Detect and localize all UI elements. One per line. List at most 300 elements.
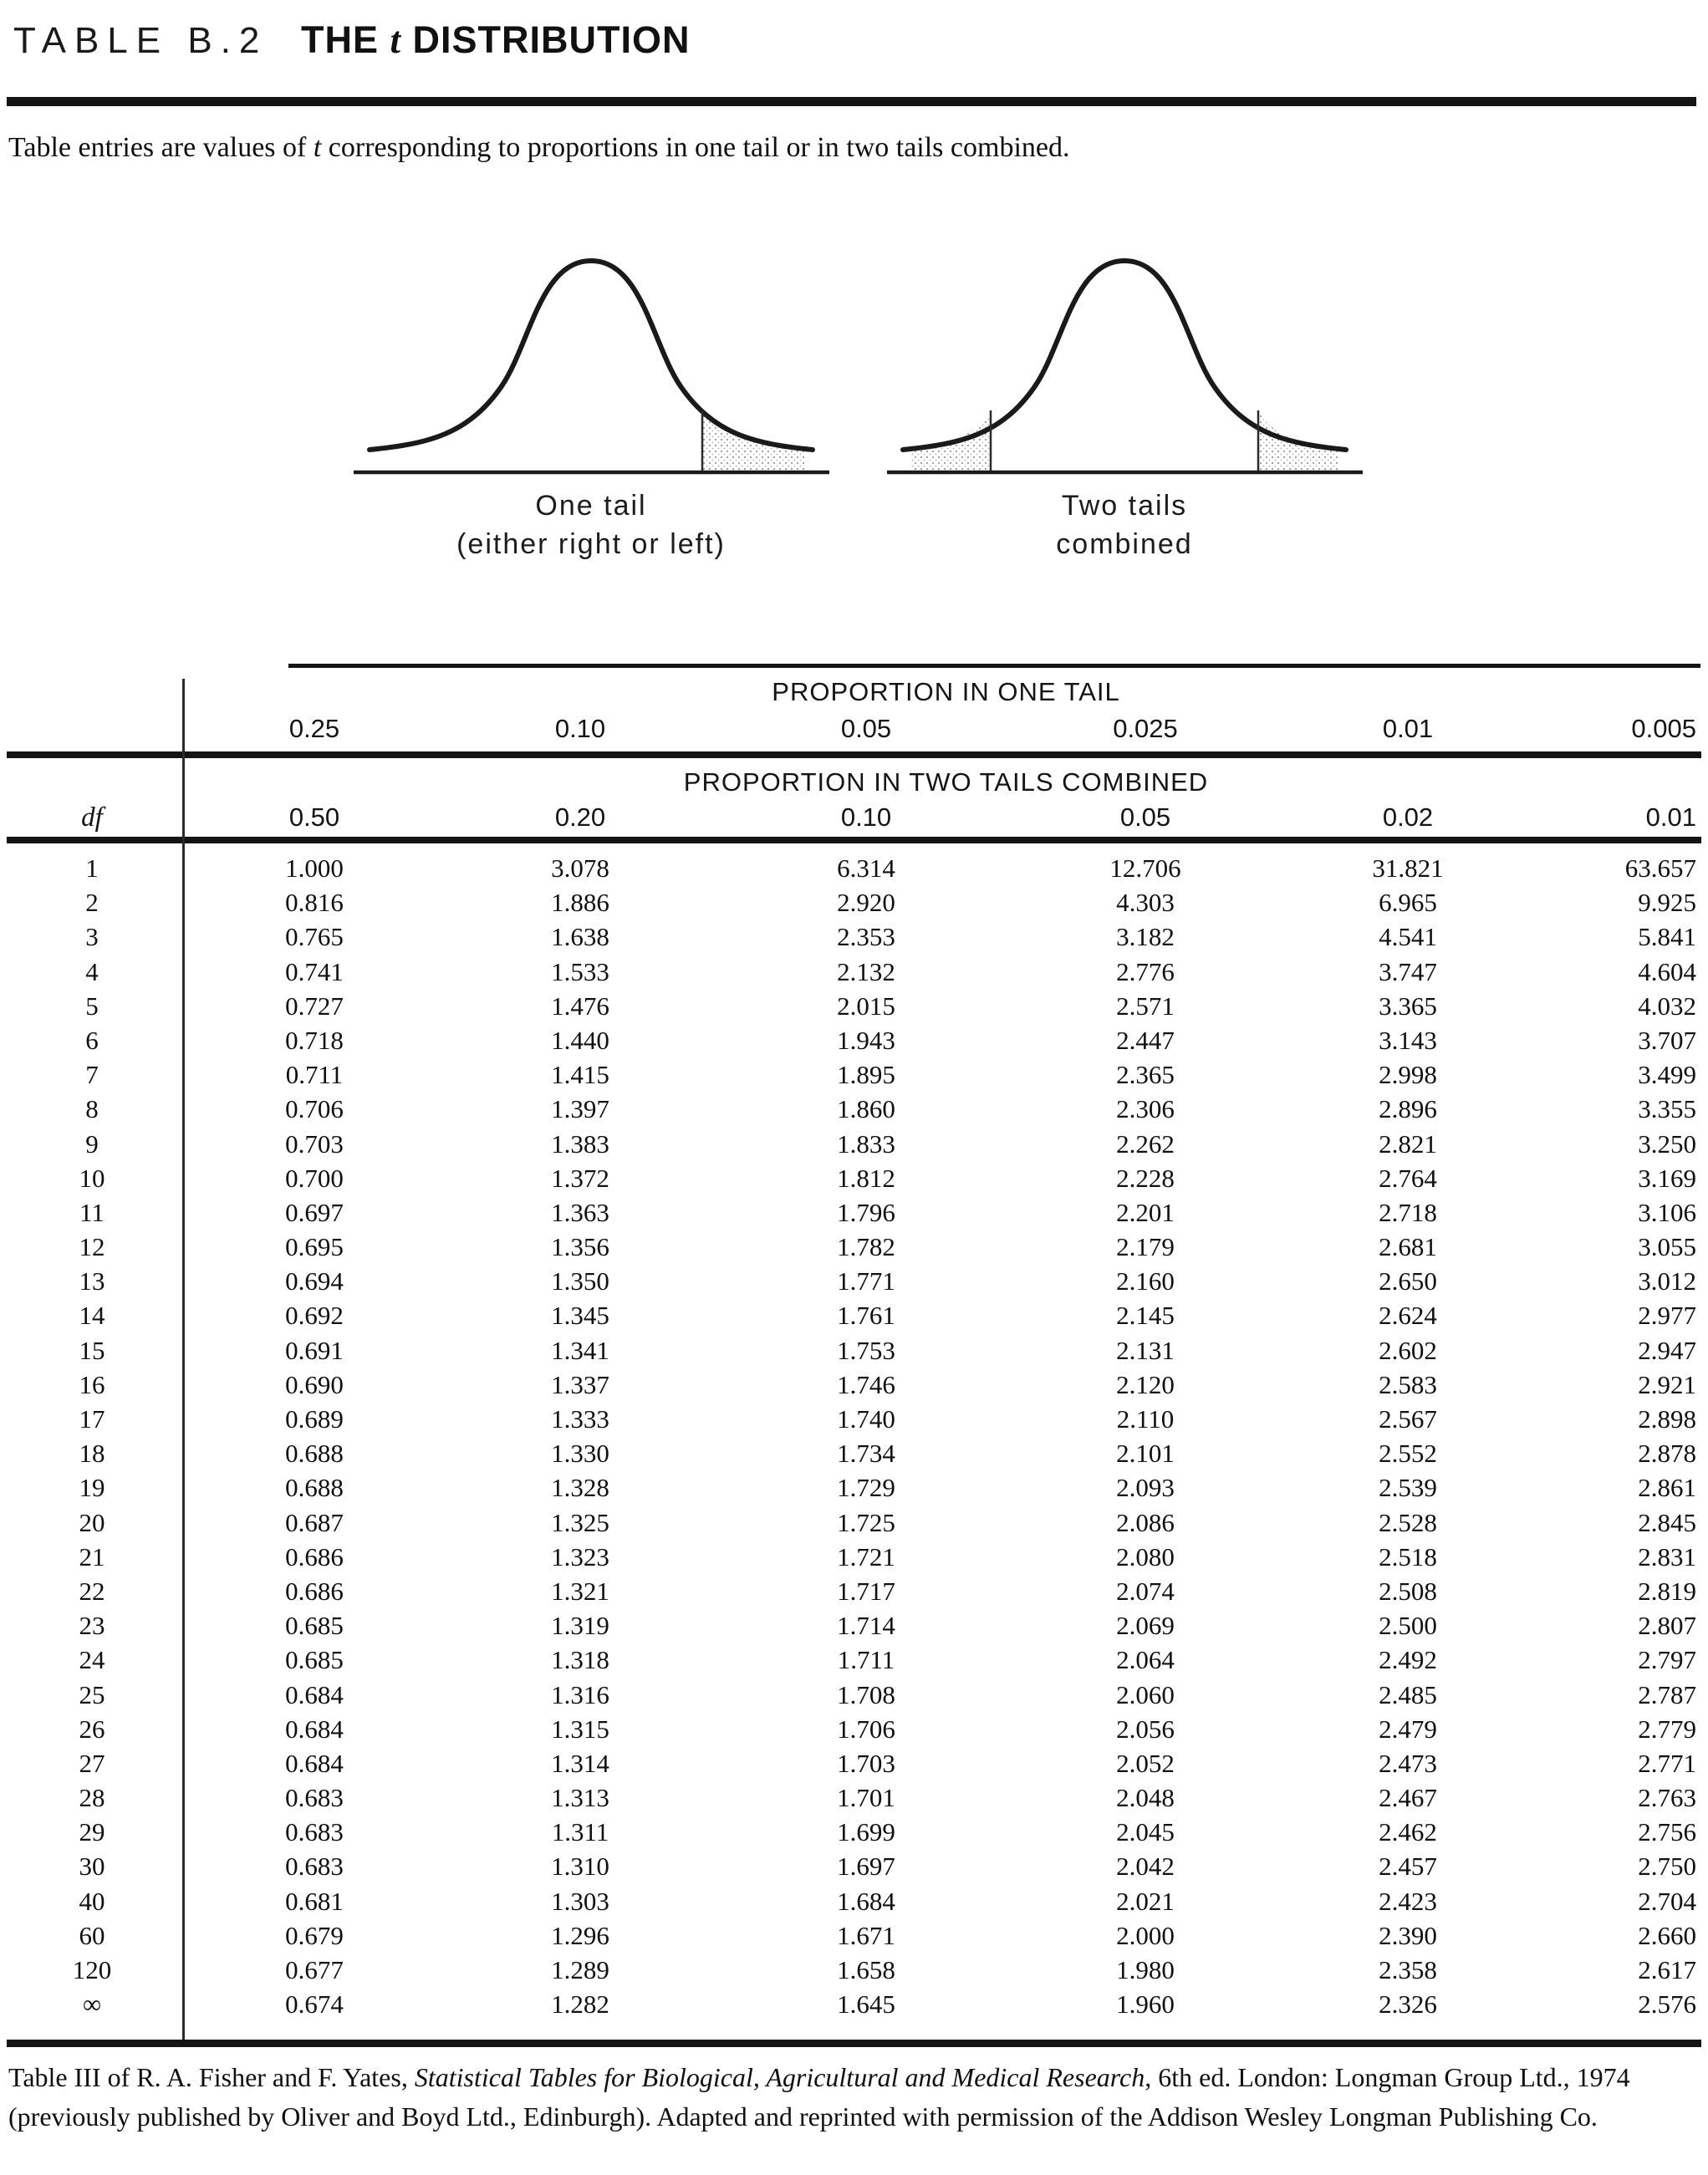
- table-row: [0, 1678, 1708, 1712]
- table-row: [0, 1470, 1708, 1505]
- two-tails-label-line2: combined: [1056, 528, 1193, 560]
- value-cell: 1.318: [551, 1645, 609, 1675]
- value-cell: 1.771: [837, 1266, 895, 1296]
- value-cell: 0.697: [285, 1197, 344, 1227]
- one-tail-values-row: [0, 711, 1708, 747]
- value-cell: 2.771: [1638, 1748, 1696, 1778]
- table-row: [0, 885, 1708, 919]
- value-cell: 2.000: [1116, 1920, 1175, 1950]
- proportion-column-header: 0.25: [288, 714, 340, 743]
- value-cell: 1.703: [837, 1748, 895, 1778]
- df-cell: 5: [85, 991, 99, 1021]
- value-cell: 1.740: [837, 1404, 895, 1434]
- value-cell: 2.921: [1638, 1369, 1696, 1399]
- value-cell: 2.365: [1116, 1060, 1175, 1090]
- value-cell: 2.069: [1116, 1611, 1175, 1641]
- table-row: [0, 1574, 1708, 1608]
- value-cell: 0.686: [285, 1541, 344, 1571]
- table-row: [0, 1540, 1708, 1574]
- table-row: [0, 989, 1708, 1023]
- value-cell: 0.684: [285, 1714, 344, 1744]
- value-cell: 9.925: [1638, 888, 1696, 918]
- value-cell: 31.821: [1372, 853, 1444, 883]
- value-cell: 0.695: [285, 1232, 344, 1262]
- intro-italic-t: t: [313, 132, 322, 163]
- value-cell: 3.169: [1638, 1163, 1696, 1193]
- table-top-rule: [288, 664, 1700, 668]
- value-cell: 2.947: [1638, 1335, 1696, 1365]
- value-cell: 2.358: [1379, 1955, 1437, 1984]
- value-cell: 1.746: [837, 1369, 895, 1399]
- value-cell: 2.056: [1116, 1714, 1175, 1744]
- value-cell: 2.228: [1116, 1163, 1175, 1193]
- df-cell: 21: [79, 1541, 105, 1571]
- value-cell: 3.055: [1638, 1232, 1696, 1262]
- df-cell: 10: [79, 1163, 105, 1193]
- value-cell: 2.390: [1379, 1920, 1437, 1950]
- value-cell: 2.718: [1379, 1197, 1437, 1227]
- page-title-prefix: THE: [301, 18, 390, 61]
- intro-suffix: corresponding to proportions in one tail or in two tails combined.: [321, 132, 1070, 163]
- value-cell: 2.821: [1379, 1128, 1437, 1159]
- value-cell: 2.479: [1379, 1714, 1437, 1744]
- value-cell: 1.697: [837, 1852, 895, 1882]
- value-cell: 1.533: [551, 956, 609, 986]
- df-cell: 8: [85, 1094, 99, 1124]
- value-cell: 2.262: [1116, 1128, 1175, 1159]
- df-cell: 15: [79, 1335, 105, 1365]
- df-cell: ∞: [82, 1989, 102, 2020]
- df-cell: 29: [79, 1817, 105, 1847]
- value-cell: 0.688: [285, 1473, 344, 1503]
- value-cell: 1.337: [551, 1369, 609, 1399]
- value-cell: 1.323: [551, 1541, 609, 1571]
- value-cell: 3.250: [1638, 1128, 1696, 1159]
- value-cell: 3.707: [1638, 1025, 1696, 1055]
- df-cell: 1: [85, 853, 99, 883]
- value-cell: 1.658: [837, 1955, 895, 1984]
- value-cell: 0.681: [285, 1886, 344, 1916]
- df-cell: 17: [79, 1404, 105, 1434]
- df-cell: 9: [85, 1128, 99, 1159]
- value-cell: 2.756: [1638, 1817, 1696, 1847]
- value-cell: 2.602: [1379, 1335, 1437, 1365]
- value-cell: 2.179: [1116, 1232, 1175, 1262]
- value-cell: 2.750: [1638, 1852, 1696, 1882]
- page-title-suffix: DISTRIBUTION: [401, 18, 691, 61]
- df-cell: 18: [79, 1439, 105, 1469]
- value-cell: 1.960: [1116, 1989, 1175, 2020]
- value-cell: 3.182: [1116, 922, 1175, 952]
- value-cell: 0.685: [285, 1645, 344, 1675]
- table-row: [0, 1608, 1708, 1643]
- value-cell: 2.052: [1116, 1748, 1175, 1778]
- table-row: [0, 1298, 1708, 1332]
- value-cell: 3.499: [1638, 1060, 1696, 1090]
- value-cell: 1.645: [837, 1989, 895, 2020]
- table-row: [0, 1643, 1708, 1677]
- table-row: [0, 1505, 1708, 1540]
- value-cell: 2.998: [1379, 1060, 1437, 1090]
- two-tails-header: PROPORTION IN TWO TAILS COMBINED: [683, 767, 1209, 797]
- value-cell: 2.064: [1116, 1645, 1175, 1675]
- table-row: [0, 955, 1708, 989]
- df-cell: 28: [79, 1783, 105, 1813]
- value-cell: 5.841: [1638, 922, 1696, 952]
- value-cell: 0.687: [285, 1507, 344, 1537]
- table-row: [0, 1333, 1708, 1368]
- two-tails-values-row: [0, 799, 1708, 836]
- value-cell: 0.690: [285, 1369, 344, 1399]
- table-row: [0, 919, 1708, 954]
- table-row: [0, 1264, 1708, 1298]
- proportion-column-header: 0.01: [1382, 714, 1434, 743]
- table-row: [0, 1230, 1708, 1264]
- table-description: [8, 130, 1070, 166]
- value-cell: 2.845: [1638, 1507, 1696, 1537]
- value-cell: 1.315: [551, 1714, 609, 1744]
- value-cell: 2.920: [837, 888, 895, 918]
- value-cell: 3.747: [1379, 956, 1437, 986]
- value-cell: 2.353: [837, 922, 895, 952]
- value-cell: 2.571: [1116, 991, 1175, 1021]
- value-cell: 2.467: [1379, 1783, 1437, 1813]
- proportion-column-header: 0.02: [1382, 802, 1434, 832]
- value-cell: 0.816: [285, 888, 344, 918]
- value-cell: 2.500: [1379, 1611, 1437, 1641]
- value-cell: 1.345: [551, 1301, 609, 1331]
- value-cell: 1.725: [837, 1507, 895, 1537]
- value-cell: 1.711: [837, 1645, 895, 1675]
- value-cell: 1.812: [837, 1163, 895, 1193]
- value-cell: 3.365: [1379, 991, 1437, 1021]
- value-cell: 3.143: [1379, 1025, 1437, 1055]
- value-cell: 2.567: [1379, 1404, 1437, 1434]
- value-cell: 0.684: [285, 1679, 344, 1709]
- source-citation: [8, 2058, 1702, 2137]
- value-cell: 1.333: [551, 1404, 609, 1434]
- value-cell: 2.423: [1379, 1886, 1437, 1916]
- value-cell: 2.492: [1379, 1645, 1437, 1675]
- table-row: [0, 1918, 1708, 1953]
- value-cell: 2.080: [1116, 1541, 1175, 1571]
- value-cell: 3.012: [1638, 1266, 1696, 1296]
- value-cell: 1.782: [837, 1232, 895, 1262]
- value-cell: 0.683: [285, 1817, 344, 1847]
- empty-corner-cell: [0, 711, 184, 747]
- table-body: [0, 851, 1708, 2021]
- value-cell: 1.383: [551, 1128, 609, 1159]
- value-cell: 2.132: [837, 956, 895, 986]
- value-cell: 4.541: [1379, 922, 1437, 952]
- df-cell: 23: [79, 1611, 105, 1641]
- value-cell: 2.764: [1379, 1163, 1437, 1193]
- df-cell: 22: [79, 1576, 105, 1606]
- value-cell: 2.110: [1116, 1404, 1175, 1434]
- value-cell: 1.714: [837, 1611, 895, 1641]
- value-cell: 0.677: [285, 1955, 344, 1984]
- value-cell: 0.688: [285, 1439, 344, 1469]
- value-cell: 2.704: [1638, 1886, 1696, 1916]
- value-cell: 2.797: [1638, 1645, 1696, 1675]
- value-cell: 1.350: [551, 1266, 609, 1296]
- value-cell: 4.303: [1116, 888, 1175, 918]
- bell-curve: [903, 261, 1346, 450]
- proportion-column-header: 0.01: [1645, 802, 1696, 832]
- two-tails-label-line1: Two tails: [1061, 490, 1188, 522]
- value-cell: 1.706: [837, 1714, 895, 1744]
- value-cell: 1.314: [551, 1748, 609, 1778]
- value-cell: 2.306: [1116, 1094, 1175, 1124]
- table-row: [0, 1953, 1708, 1987]
- value-cell: 2.583: [1379, 1369, 1437, 1399]
- citation-suffix: , 6th ed. London: Longman Group Ltd., 1974 (previously published by Oliver and Boyd Ltd., Edinburgh). Adapted and reprinted with permission of the Addison Wesley Longman Publishing Co.: [8, 2062, 1630, 2132]
- df-cell: 26: [79, 1714, 105, 1744]
- bell-curve: [370, 261, 813, 450]
- value-cell: 1.476: [551, 991, 609, 1021]
- value-cell: 1.363: [551, 1197, 609, 1227]
- value-cell: 1.684: [837, 1886, 895, 1916]
- df-cell: 2: [85, 888, 99, 918]
- value-cell: 2.060: [1116, 1679, 1175, 1709]
- value-cell: 1.296: [551, 1920, 609, 1950]
- value-cell: 1.000: [285, 853, 344, 883]
- value-cell: 2.660: [1638, 1920, 1696, 1950]
- value-cell: 2.624: [1379, 1301, 1437, 1331]
- value-cell: 0.679: [285, 1920, 344, 1950]
- citation-prefix: Table III of R. A. Fisher and F. Yates,: [8, 2062, 415, 2092]
- value-cell: 0.694: [285, 1266, 344, 1296]
- value-cell: 2.681: [1379, 1232, 1437, 1262]
- value-cell: 3.106: [1638, 1197, 1696, 1227]
- value-cell: 3.355: [1638, 1094, 1696, 1124]
- df-cell: 20: [79, 1507, 105, 1537]
- table-row: [0, 1161, 1708, 1195]
- value-cell: 1.753: [837, 1335, 895, 1365]
- df-cell: 30: [79, 1852, 105, 1882]
- value-cell: 3.078: [551, 853, 609, 883]
- table-number-label: TABLE B.2: [13, 20, 268, 61]
- value-cell: 1.325: [551, 1507, 609, 1537]
- value-cell: 0.718: [285, 1025, 344, 1055]
- df-cell: 6: [85, 1025, 99, 1055]
- value-cell: 2.650: [1379, 1266, 1437, 1296]
- table-row: [0, 851, 1708, 885]
- value-cell: 1.721: [837, 1541, 895, 1571]
- table-row: [0, 1402, 1708, 1436]
- value-cell: 0.685: [285, 1611, 344, 1641]
- df-cell: 24: [79, 1645, 105, 1675]
- value-cell: 0.706: [285, 1094, 344, 1124]
- value-cell: 1.397: [551, 1094, 609, 1124]
- value-cell: 1.303: [551, 1886, 609, 1916]
- df-cell: 13: [79, 1266, 105, 1296]
- proportion-column-header: 0.005: [1631, 714, 1696, 743]
- page-title: [301, 18, 691, 62]
- table-row: [0, 1368, 1708, 1402]
- value-cell: 4.604: [1638, 956, 1696, 986]
- value-cell: 2.807: [1638, 1611, 1696, 1641]
- value-cell: 2.447: [1116, 1025, 1175, 1055]
- one-tail-curve-figure: [351, 251, 832, 481]
- table-row: [0, 1849, 1708, 1883]
- df-cell: 19: [79, 1473, 105, 1503]
- value-cell: 1.943: [837, 1025, 895, 1055]
- df-cell: 27: [79, 1748, 105, 1778]
- value-cell: 0.689: [285, 1404, 344, 1434]
- table-bottom-rule: [7, 2040, 1701, 2047]
- df-cell: 12: [79, 1232, 105, 1262]
- value-cell: 2.552: [1379, 1439, 1437, 1469]
- df-cell: 14: [79, 1301, 105, 1331]
- df-cell: 16: [79, 1369, 105, 1399]
- value-cell: 2.120: [1116, 1369, 1175, 1399]
- value-cell: 2.160: [1116, 1266, 1175, 1296]
- value-cell: 2.457: [1379, 1852, 1437, 1882]
- value-cell: 2.763: [1638, 1783, 1696, 1813]
- value-cell: 1.671: [837, 1920, 895, 1950]
- two-tails-curve-figure: [885, 251, 1365, 481]
- df-cell: 3: [85, 922, 99, 952]
- value-cell: 0.711: [285, 1060, 344, 1090]
- page-title-italic-t: t: [390, 19, 402, 61]
- value-cell: 1.761: [837, 1301, 895, 1331]
- value-cell: 2.015: [837, 991, 895, 1021]
- value-cell: 2.878: [1638, 1439, 1696, 1469]
- value-cell: 0.683: [285, 1783, 344, 1813]
- table-row: [0, 1780, 1708, 1815]
- value-cell: 1.708: [837, 1679, 895, 1709]
- value-cell: 1.330: [551, 1439, 609, 1469]
- value-cell: 1.440: [551, 1025, 609, 1055]
- one-tail-label-line2: (either right or left): [456, 528, 726, 560]
- value-cell: 63.657: [1624, 853, 1696, 883]
- table-row: [0, 1712, 1708, 1746]
- value-cell: 2.074: [1116, 1576, 1175, 1606]
- value-cell: 2.977: [1638, 1301, 1696, 1331]
- one-tail-header: PROPORTION IN ONE TAIL: [772, 677, 1120, 706]
- value-cell: 12.706: [1109, 853, 1181, 883]
- value-cell: 1.734: [837, 1439, 895, 1469]
- value-cell: 0.727: [285, 991, 344, 1021]
- value-cell: 2.787: [1638, 1679, 1696, 1709]
- value-cell: 2.617: [1638, 1955, 1696, 1984]
- value-cell: 1.833: [837, 1128, 895, 1159]
- value-cell: 1.289: [551, 1955, 609, 1984]
- value-cell: 2.508: [1379, 1576, 1437, 1606]
- table-row: [0, 1057, 1708, 1092]
- intro-prefix: Table entries are values of: [8, 132, 314, 163]
- value-cell: 2.048: [1116, 1783, 1175, 1813]
- df-cell: 25: [79, 1679, 105, 1709]
- value-cell: 6.965: [1379, 888, 1437, 918]
- value-cell: 2.776: [1116, 956, 1175, 986]
- value-cell: 1.860: [837, 1094, 895, 1124]
- value-cell: 2.539: [1379, 1473, 1437, 1503]
- value-cell: 2.045: [1116, 1817, 1175, 1847]
- df-cell: 4: [85, 956, 99, 986]
- table-row: [0, 1127, 1708, 1161]
- value-cell: 1.321: [551, 1576, 609, 1606]
- proportion-column-header: 0.025: [1113, 714, 1178, 743]
- value-cell: 1.311: [551, 1817, 609, 1847]
- value-cell: 1.313: [551, 1783, 609, 1813]
- value-cell: 1.638: [551, 922, 609, 952]
- value-cell: 2.831: [1638, 1541, 1696, 1571]
- value-cell: 6.314: [837, 853, 895, 883]
- value-cell: 2.528: [1379, 1507, 1437, 1537]
- proportion-column-header: 0.50: [288, 802, 340, 832]
- table-row: [0, 1092, 1708, 1126]
- value-cell: 4.032: [1638, 991, 1696, 1021]
- value-cell: 2.518: [1379, 1541, 1437, 1571]
- value-cell: 2.042: [1116, 1852, 1175, 1882]
- value-cell: 2.326: [1379, 1989, 1437, 2020]
- value-cell: 1.980: [1116, 1955, 1175, 1984]
- value-cell: 2.101: [1116, 1439, 1175, 1469]
- proportion-column-header: 0.05: [1119, 802, 1171, 832]
- value-cell: 2.201: [1116, 1197, 1175, 1227]
- table-row: [0, 1746, 1708, 1780]
- value-cell: 1.796: [837, 1197, 895, 1227]
- df-cell: 11: [79, 1197, 105, 1227]
- one-tail-label-line1: One tail: [535, 490, 647, 522]
- table-mid-rule-2: [7, 837, 1701, 843]
- value-cell: 2.131: [1116, 1335, 1175, 1365]
- value-cell: 0.683: [285, 1852, 344, 1882]
- value-cell: 2.861: [1638, 1473, 1696, 1503]
- value-cell: 1.886: [551, 888, 609, 918]
- value-cell: 1.717: [837, 1576, 895, 1606]
- table-row: [0, 1195, 1708, 1230]
- citation-book-title: Statistical Tables for Biological, Agricultural and Medical Research: [414, 2062, 1145, 2092]
- value-cell: 1.316: [551, 1679, 609, 1709]
- value-cell: 2.898: [1638, 1404, 1696, 1434]
- value-cell: 1.319: [551, 1611, 609, 1641]
- title-rule: [7, 97, 1696, 106]
- value-cell: 2.021: [1116, 1886, 1175, 1916]
- value-cell: 0.765: [285, 922, 344, 952]
- value-cell: 2.485: [1379, 1679, 1437, 1709]
- table-mid-rule-1: [7, 751, 1701, 758]
- value-cell: 1.282: [551, 1989, 609, 2020]
- value-cell: 0.741: [285, 956, 344, 986]
- value-cell: 1.701: [837, 1783, 895, 1813]
- table-row: [0, 1884, 1708, 1918]
- value-cell: 1.310: [551, 1852, 609, 1882]
- value-cell: 0.684: [285, 1748, 344, 1778]
- value-cell: 1.372: [551, 1163, 609, 1193]
- value-cell: 1.341: [551, 1335, 609, 1365]
- value-cell: 2.086: [1116, 1507, 1175, 1537]
- value-cell: 1.729: [837, 1473, 895, 1503]
- proportion-column-header: 0.10: [554, 714, 606, 743]
- value-cell: 1.415: [551, 1060, 609, 1090]
- value-cell: 0.692: [285, 1301, 344, 1331]
- df-cell: 40: [79, 1886, 105, 1916]
- table-row: [0, 1815, 1708, 1849]
- table-row: [0, 1023, 1708, 1057]
- df-cell: 7: [85, 1060, 99, 1090]
- value-cell: 1.328: [551, 1473, 609, 1503]
- value-cell: 2.896: [1379, 1094, 1437, 1124]
- df-cell: 60: [79, 1920, 105, 1950]
- value-cell: 2.462: [1379, 1817, 1437, 1847]
- value-cell: 0.691: [285, 1335, 344, 1365]
- value-cell: 0.703: [285, 1128, 344, 1159]
- value-cell: 0.674: [285, 1989, 344, 2020]
- value-cell: 1.895: [837, 1060, 895, 1090]
